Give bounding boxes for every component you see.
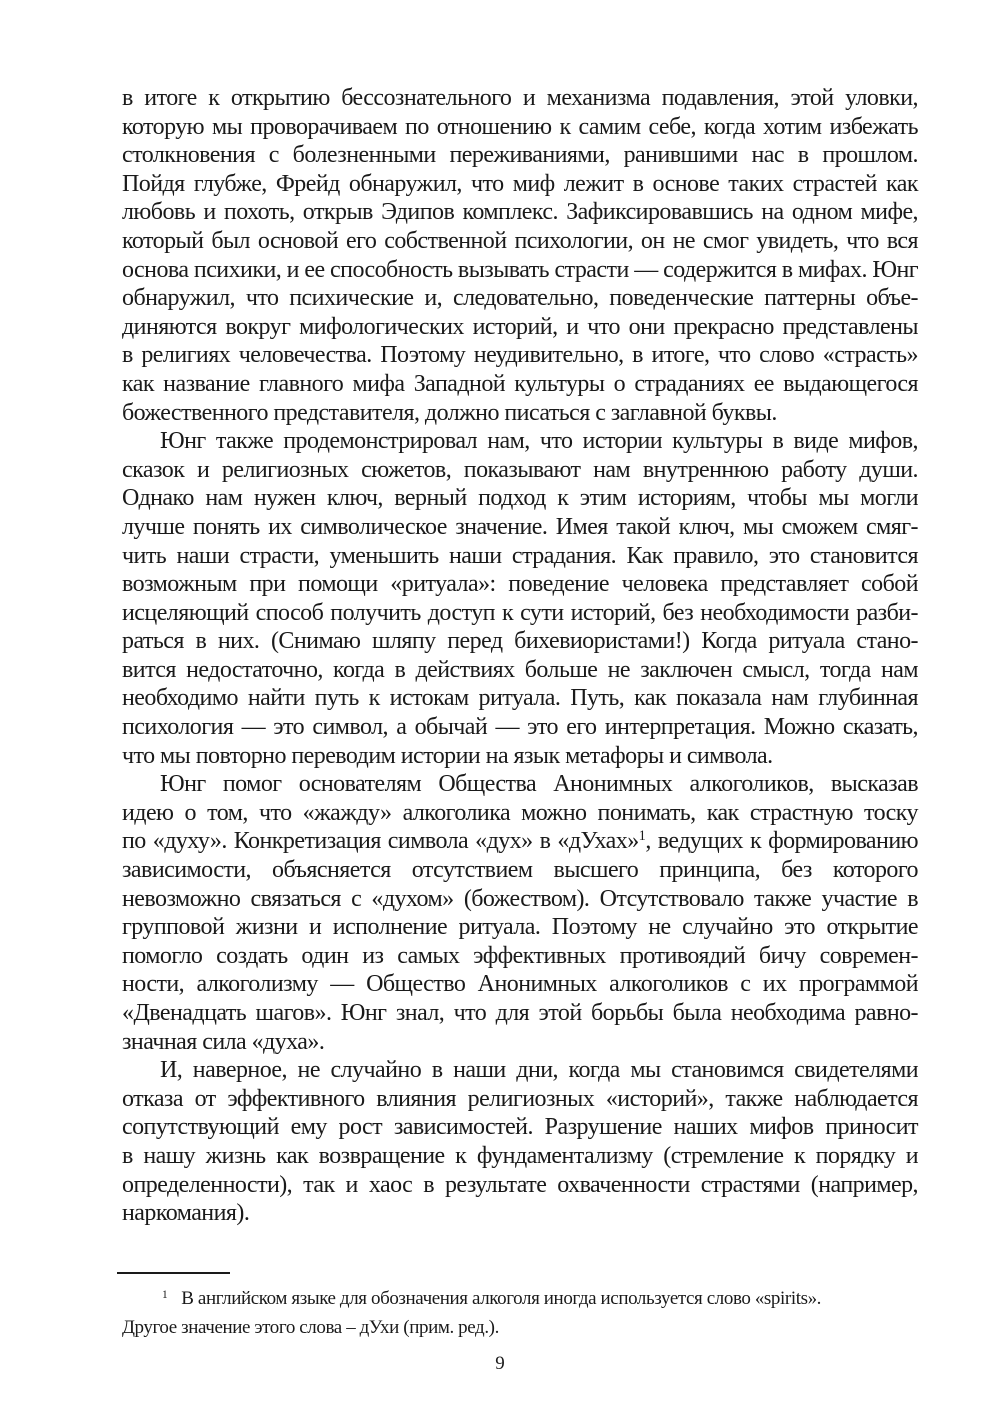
text-line: обнаружил, что психические и, следовательно, поведенческие паттерны объе- xyxy=(122,285,918,312)
text-segment: по «духу». Конкретизация символа «дух» в «дУхах» xyxy=(122,828,639,855)
text-line: в религиях человечества. Поэтому неудивительно, в итоге, что слово «страсть» xyxy=(122,342,918,369)
text-line: диняются вокруг мифологических историй, и что они прекрасно представлены xyxy=(122,313,918,340)
text-line xyxy=(122,827,918,856)
text-line: зависимости, объясняется отсутствием высшего принципа, без которого xyxy=(122,857,918,884)
paragraph xyxy=(122,1056,918,1228)
text-line: которую мы проворачиваем по отношению к самим себе, когда хотим избежать xyxy=(122,113,918,140)
footnote-reference[interactable]: 1 xyxy=(638,828,646,845)
text-line: определенности), так и хаос в результате охваченности страстями (например, xyxy=(122,1171,918,1198)
text-line: что мы повторно переводим истории на язык метафоры и символа. xyxy=(122,742,773,769)
text-line: сопутствующий ему рост зависимостей. Разрушение наших мифов приносит xyxy=(122,1114,918,1141)
text-line: сказок и религиозных сюжетов, показывают нам внутреннюю работу души. xyxy=(122,456,918,483)
footnote-line: Другое значение этого слова – дУхи (прим. ред.). xyxy=(122,1317,499,1338)
text-line: лучше понять их символическое значение. Имея такой ключ, мы сможем смяг- xyxy=(122,513,918,540)
text-line: исцеляющий способ получить доступ к сути историй, без необходимости разби- xyxy=(122,599,918,626)
text-line: который был основой его собственной психологии, он не смог увидеть, что вся xyxy=(122,227,918,254)
text-line: психология — это символ, а обычай — это его интерпретация. Можно сказать, xyxy=(122,714,918,741)
text-line: Юнг также продемонстрировал нам, что истории культуры в виде мифов, xyxy=(160,428,918,455)
text-line: групповой жизни и исполнение ритуала. Поэтому не случайно это открытие xyxy=(122,914,918,941)
footnote-line xyxy=(122,1284,918,1313)
text-line: наркомания). xyxy=(122,1200,250,1227)
footnote-divider xyxy=(117,1272,230,1274)
text-line: раться в них. (Снимаю шляпу перед бихевиористами!) Когда ритуала стано- xyxy=(122,628,918,655)
paragraph xyxy=(122,84,918,427)
text-segment: , ведущих к формированию xyxy=(645,828,918,855)
paragraph xyxy=(122,427,918,770)
text-line: как название главного мифа Западной культуры о страданиях ее выдающегося xyxy=(122,370,918,397)
text-line: И, наверное, не случайно в наши дни, когда мы становимся свидетелями xyxy=(160,1057,918,1084)
text-line: помогло создать один из самых эффективных противоядий бичу современ- xyxy=(122,942,918,969)
text-line: в нашу жизнь как возвращение к фундаментализму (стремление к порядку и xyxy=(122,1142,918,1169)
paragraph xyxy=(122,770,918,1056)
footnote-number: 1 xyxy=(162,1288,168,1301)
body-text xyxy=(122,84,918,1228)
text-line: ности, алкоголизму — Общество Анонимных алкоголиков с их программой xyxy=(122,971,918,998)
text-line: «Двенадцать шагов». Юнг знал, что для этой борьбы была необходима равно- xyxy=(122,1000,918,1026)
text-line: возможным при помощи «ритуала»: поведение человека представляет собой xyxy=(122,571,918,598)
text-line: любовь и похоть, открыв Эдипов комплекс. Зафиксировавшись на одном мифе, xyxy=(122,199,918,226)
text-line: Однако нам нужен ключ, верный подход к этим историям, чтобы мы могли xyxy=(122,485,918,512)
text-line: невозможно связаться с «духом» (божеством). Отсутствовало также участие в xyxy=(122,885,918,912)
text-line: вится недостаточно, когда в действиях больше не заключен смысл, тогда нам xyxy=(122,656,918,683)
text-line: отказа от эффективного влияния религиозных «историй», также наблюдается xyxy=(122,1085,918,1112)
text-line: значная сила «духа». xyxy=(122,1028,325,1055)
footnote-text: В английском языке для обозначения алкоголя иногда используется слово «spirits». xyxy=(181,1288,822,1309)
text-line: основа психики, и ее способность вызывать страсти — содержится в мифах. Юнг xyxy=(122,256,919,283)
text-line: необходимо найти путь к истокам ритуала. Путь, как показала нам глубинная xyxy=(122,685,918,712)
text-line: чить наши страсти, уменьшить наши страдания. Как правило, это становится xyxy=(122,542,918,569)
text-line: Юнг помог основателям Общества Анонимных алкоголиков, высказав xyxy=(160,771,918,798)
text-line: в итоге к открытию бессознательного и механизма подавления, этой уловки, xyxy=(122,85,918,111)
page-number: 9 xyxy=(495,1353,505,1374)
text-line: столкновения с болезненными переживаниями, ранившими нас в прошлом. xyxy=(122,142,918,169)
text-line: Пойдя глубже, Фрейд обнаружил, что миф лежит в основе таких страстей как xyxy=(122,170,918,197)
text-line: идею о том, что «жажду» алкоголика можно понимать, как страстную тоску xyxy=(122,799,918,826)
footnote xyxy=(122,1284,918,1342)
text-line: божественного представителя, должно писаться с заглавной буквы. xyxy=(122,399,777,426)
